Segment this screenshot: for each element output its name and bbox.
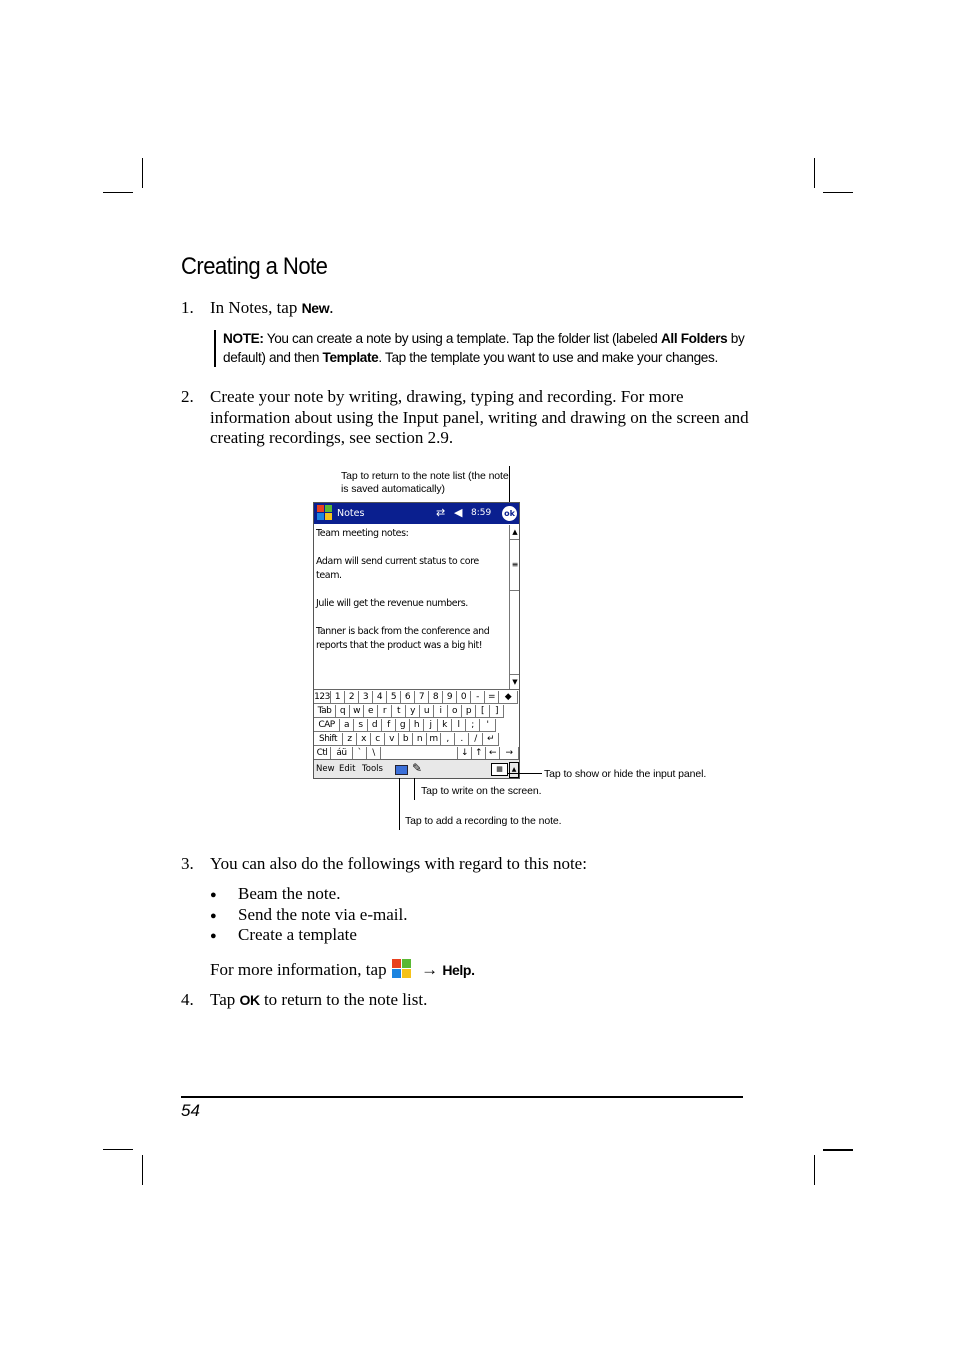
command-bar [314, 759, 519, 779]
keyboard-key[interactable]: 5 [387, 691, 401, 704]
step-number: 1. [181, 298, 194, 317]
crop-mark [814, 1155, 815, 1185]
soft-keyboard[interactable] [314, 689, 519, 760]
keyboard-key[interactable]: w [350, 705, 364, 718]
scroll-down-icon[interactable]: ▼ [510, 674, 520, 689]
crop-mark [823, 1149, 853, 1151]
more-info-line [210, 958, 475, 981]
keyboard-key[interactable]: x [357, 733, 371, 746]
note-text-3: . Tap the template you want to use and make your changes. [378, 349, 718, 365]
keyboard-row [314, 705, 504, 719]
page-title: Creating a Note [181, 253, 328, 280]
keyboard-key[interactable]: 123 [314, 692, 330, 702]
keyboard-key[interactable]: 9 [443, 691, 457, 704]
keyboard-key[interactable]: d [368, 719, 382, 732]
callout-line [508, 773, 542, 774]
step-3-text: You can also do the followings with regard to this note: [210, 854, 587, 873]
keyboard-key[interactable]: h [410, 719, 424, 732]
keyboard-key[interactable]: l [452, 719, 466, 732]
bullet-list [210, 884, 407, 946]
keyboard-key[interactable]: CAP [314, 719, 340, 732]
connectivity-icon[interactable]: ⇄ [436, 506, 446, 519]
keyboard-key[interactable]: 2 [345, 691, 359, 704]
keyboard-key[interactable]: m [427, 733, 441, 746]
pda-title-bar [314, 503, 519, 524]
scroll-thumb[interactable]: ≡ [510, 540, 520, 591]
keyboard-key[interactable]: n [413, 733, 427, 746]
list-item: ● Create a template [210, 925, 407, 946]
pda-clock[interactable]: 8:59 [471, 508, 492, 518]
keyboard-key[interactable]: k [438, 719, 452, 732]
pen-icon[interactable]: ✎ [412, 761, 423, 775]
menu-new[interactable]: New [316, 764, 335, 774]
step-2-text: Create your note by writing, drawing, typing and recording. For more information about using the Input panel, writing and drawing on the screen and creating recordings, see section 2.9. [210, 387, 749, 447]
keyboard-key[interactable]: y [406, 705, 420, 718]
keyboard-key[interactable]: / [469, 733, 483, 746]
keyboard-key[interactable]: 3 [359, 691, 373, 704]
keyboard-key[interactable]: 4 [373, 691, 387, 704]
note-all-folders: All Folders [660, 331, 728, 346]
keyboard-key[interactable]: ◆ [499, 691, 518, 704]
speaker-icon[interactable]: ◀ [454, 506, 463, 519]
keyboard-key[interactable]: ← [486, 747, 500, 760]
step-number: 3. [181, 854, 194, 873]
scroll-up-icon[interactable]: ▲ [510, 525, 520, 540]
crop-mark [823, 192, 853, 193]
keyboard-key[interactable]: q [336, 705, 350, 718]
keyboard-key[interactable]: ↓ [458, 747, 472, 760]
keyboard-key[interactable]: r [378, 705, 392, 718]
keyboard-icon[interactable]: ▦ [491, 763, 508, 776]
step-number: 4. [181, 990, 194, 1009]
step-4-pre: Tap [210, 990, 240, 1009]
keyboard-key[interactable]: [ [476, 705, 490, 718]
keyboard-key[interactable]: c [371, 733, 385, 746]
keyboard-key[interactable]: ` [353, 747, 367, 760]
keyboard-key[interactable]: p [462, 705, 476, 718]
ok-command: OK [239, 992, 260, 1008]
callout-return: Tap to return to the note list (the note is saved automatically) [341, 470, 509, 495]
keyboard-key[interactable]: - [471, 691, 485, 704]
keyboard-key[interactable]: e [364, 705, 378, 718]
step-number: 2. [181, 387, 194, 406]
list-item: ● Beam the note. [210, 884, 407, 905]
keyboard-key[interactable]: t [392, 705, 406, 718]
menu-edit[interactable]: Edit [339, 764, 356, 774]
keyboard-key[interactable]: b [399, 733, 413, 746]
callout-line [399, 778, 400, 830]
step-4-text [210, 990, 427, 1011]
keyboard-key[interactable]: v [385, 733, 399, 746]
callout-write: Tap to write on the screen. [421, 785, 542, 797]
keyboard-key[interactable]: 7 [415, 691, 429, 704]
keyboard-key[interactable]: g [396, 719, 410, 732]
note-template: Template [322, 349, 379, 365]
input-panel-arrow-icon[interactable]: ▲ [509, 762, 519, 778]
callout-input-panel: Tap to show or hide the input panel. [544, 768, 707, 780]
keyboard-key[interactable]: áü [331, 747, 353, 760]
crop-mark [142, 1155, 143, 1185]
pda-app-title: Notes [337, 508, 365, 519]
keyboard-key[interactable]: Shift [314, 733, 343, 746]
keyboard-key[interactable]: 1 [331, 691, 345, 704]
crop-mark [142, 158, 143, 188]
crop-mark [814, 158, 815, 188]
keyboard-row [314, 733, 499, 747]
recording-icon[interactable] [395, 765, 408, 775]
pda-screenshot [313, 502, 520, 779]
keyboard-key[interactable]: i [434, 705, 448, 718]
keyboard-key[interactable]: s [354, 719, 368, 732]
menu-tools[interactable]: Tools [362, 764, 383, 774]
keyboard-key[interactable]: ; [466, 719, 480, 732]
keyboard-key[interactable]: Tab [314, 705, 336, 718]
keyboard-key[interactable]: o [448, 705, 462, 718]
windows-start-icon [391, 958, 411, 978]
note-box [214, 330, 763, 367]
callout-line [414, 778, 415, 800]
keyboard-key[interactable]: 0 [457, 691, 471, 704]
note-text-1: You can create a note by using a template. Tap the folder list (labeled [263, 331, 661, 346]
scrollbar[interactable] [509, 525, 520, 689]
step-1-pre: In Notes, tap [210, 298, 302, 317]
keyboard-key[interactable]: , [441, 733, 455, 746]
keyboard-key[interactable]: . [455, 733, 469, 746]
keyboard-key[interactable]: ' [480, 719, 496, 732]
windows-start-icon[interactable] [317, 505, 333, 521]
step-1-post: . [329, 298, 334, 317]
step-4-post: to return to the note list. [259, 990, 428, 1009]
more-info-text: For more information, tap [210, 960, 387, 979]
callout-record: Tap to add a recording to the note. [405, 815, 562, 827]
ok-button[interactable]: ok [502, 506, 517, 521]
keyboard-key[interactable]: ↵ [483, 733, 499, 746]
keyboard-key[interactable]: z [343, 733, 357, 746]
keyboard-key[interactable]: f [382, 719, 396, 732]
keyboard-key[interactable]: a [340, 719, 354, 732]
keyboard-key[interactable]: ] [490, 705, 504, 718]
page-number: 54 [181, 1101, 200, 1120]
new-command: New [301, 300, 330, 316]
keyboard-key[interactable]: = [485, 691, 499, 704]
crop-mark [103, 1149, 133, 1150]
note-label: NOTE: [223, 331, 264, 346]
help-command: Help. [442, 962, 475, 978]
keyboard-key[interactable]: \ [367, 747, 381, 760]
keyboard-key[interactable]: ↑ [472, 747, 486, 760]
callout-line [509, 466, 510, 502]
keyboard-key[interactable]: 8 [429, 691, 443, 704]
list-item: ● Send the note via e-mail. [210, 905, 407, 926]
keyboard-row [314, 719, 496, 733]
note-text-2: by default) and then [223, 331, 745, 365]
crop-mark [103, 192, 133, 193]
keyboard-row [314, 691, 518, 705]
footer-rule [181, 1096, 743, 1098]
keyboard-key[interactable]: → [500, 747, 519, 760]
keyboard-key[interactable]: 6 [401, 691, 415, 704]
keyboard-key[interactable]: Ctl [314, 747, 331, 760]
arrow-icon: → [421, 960, 439, 979]
step-1-text [210, 298, 333, 319]
pda-note-text[interactable]: Team meeting notes: Adam will send current status to core team. Julie will get the revenue numbers. Tanner is back from the conference and reports that the product was a big hit! [316, 528, 490, 651]
keyboard-key[interactable]: u [420, 705, 434, 718]
keyboard-key[interactable]: j [424, 719, 438, 732]
